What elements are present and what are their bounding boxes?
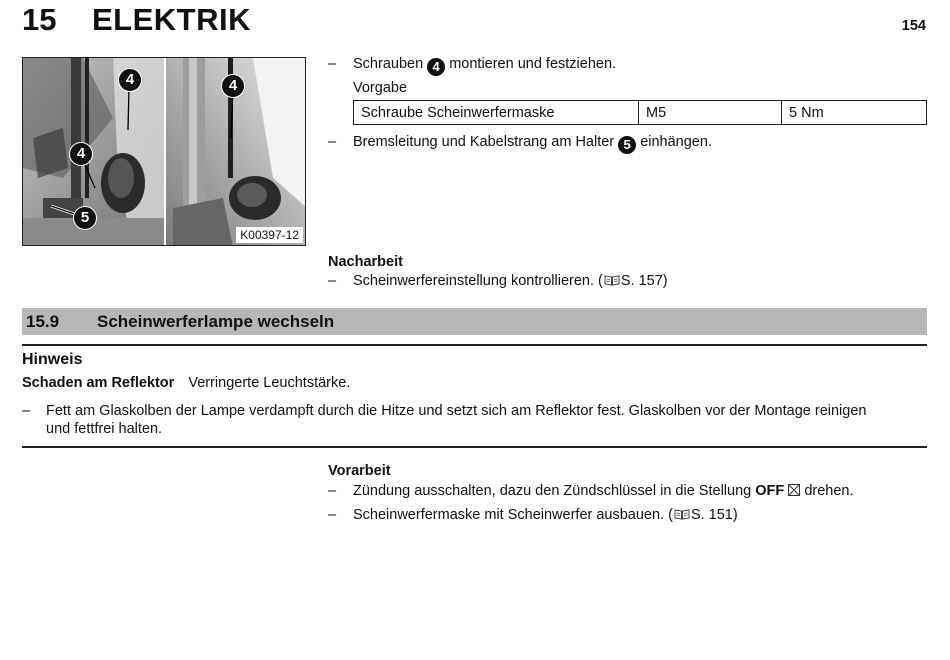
- table-row: [354, 101, 927, 125]
- chapter-title: ELEKTRIK: [92, 2, 251, 37]
- callout-5-marker: 5: [73, 206, 97, 230]
- step-text: Schrauben: [353, 56, 424, 72]
- vorarbeit-heading: Vorarbeit: [328, 463, 391, 479]
- hinweis-line: Fett am Glaskolben der Lampe verdampft durch die Hitze und setzt sich am Reflektor fest. Glaskolben vor der Montage reinigen: [46, 403, 867, 419]
- hinweis-heading: Hinweis: [22, 351, 83, 368]
- section-title: Scheinwerferlampe wechseln: [97, 312, 335, 331]
- callout-4-icon: 4: [427, 58, 445, 76]
- section-header: [22, 308, 927, 335]
- spec-torque-cell: 5 Nm: [782, 101, 927, 125]
- ignition-off-icon: [788, 484, 800, 496]
- step-text: Bremsleitung und Kabelstrang am Halter: [353, 134, 615, 150]
- page-reference-link[interactable]: S. 157): [620, 273, 668, 289]
- nacharbeit-heading: Nacharbeit: [328, 254, 403, 270]
- divider: [22, 344, 927, 346]
- book-reference-icon: [674, 509, 690, 520]
- figure-code: K00397-12: [236, 227, 303, 243]
- page-number: 154: [901, 18, 926, 34]
- divider: [22, 446, 927, 448]
- page-reference-link[interactable]: S. 151): [690, 507, 738, 523]
- section-number: 15.9: [26, 312, 60, 331]
- off-position-label: OFF: [755, 483, 785, 499]
- callout-4-marker: 4: [118, 68, 142, 92]
- hinweis-label-row: [22, 374, 350, 392]
- hinweis-label-text: Verringerte Leuchtstärke.: [188, 375, 351, 391]
- spec-thread-cell: M5: [639, 101, 782, 125]
- spec-name-cell: Schraube Scheinwerfermaske: [354, 101, 639, 125]
- step-text: einhängen.: [640, 134, 712, 150]
- book-reference-icon: [604, 275, 620, 286]
- chapter-number: 15: [22, 2, 57, 37]
- callout-4-marker: 4: [221, 74, 245, 98]
- step-text: montieren und festziehen.: [449, 56, 617, 72]
- callout-5-icon: 5: [618, 136, 636, 154]
- hinweis-label: Schaden am Reflektor: [22, 375, 175, 391]
- headlight-mask-photo: [22, 57, 306, 246]
- hinweis-line: und fettfrei halten.: [46, 421, 163, 437]
- torque-spec-table: [353, 100, 927, 125]
- callout-4-marker: 4: [69, 142, 93, 166]
- vorgabe-label: Vorgabe: [353, 80, 408, 96]
- motorcycle-front-illustration: [23, 58, 306, 246]
